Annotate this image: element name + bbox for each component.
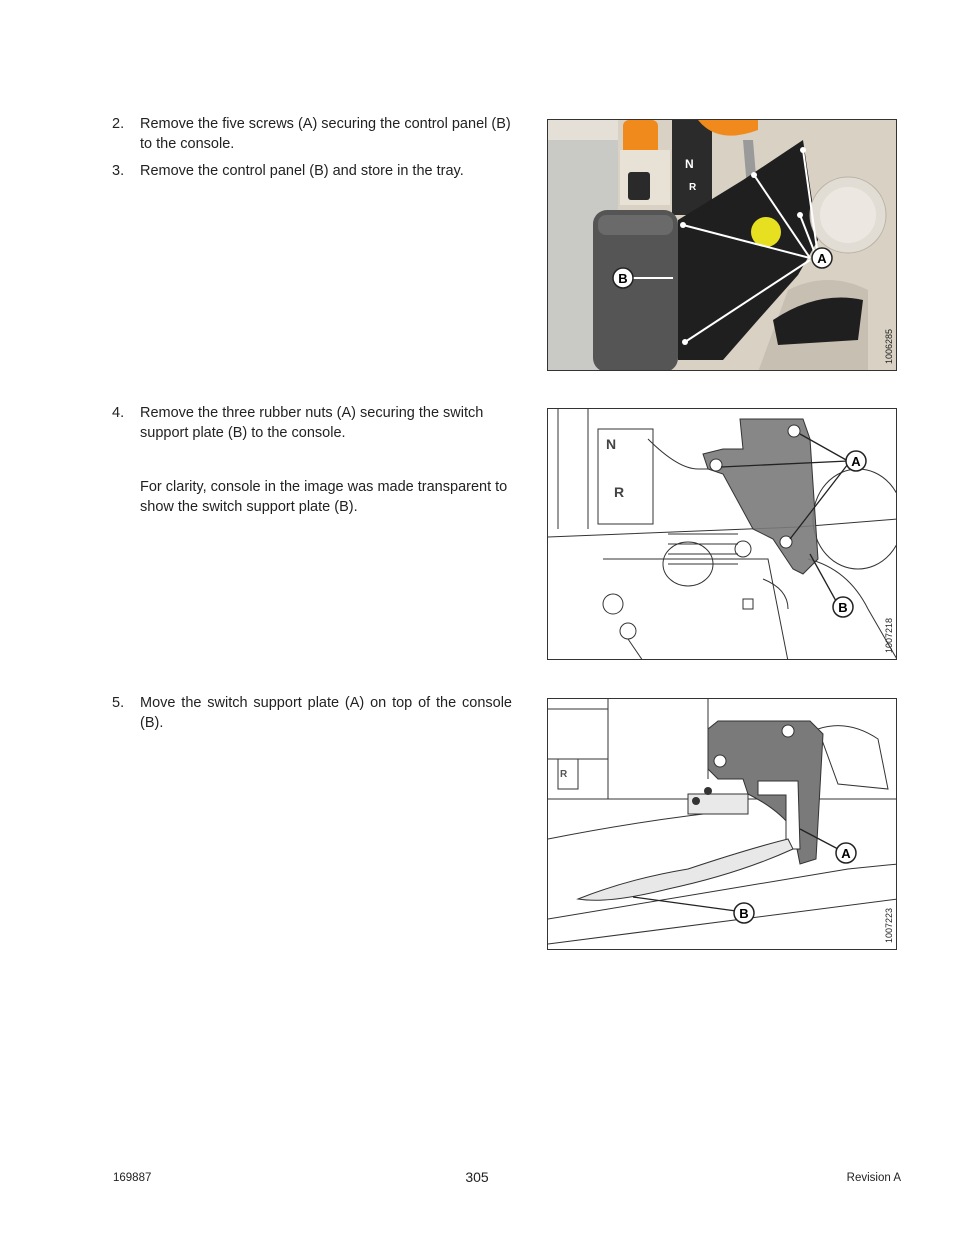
callout-label: A xyxy=(841,846,851,861)
callout-label: A xyxy=(851,454,861,469)
step-number: 3. xyxy=(112,163,125,179)
step-5 xyxy=(112,694,512,733)
callout-label: A xyxy=(817,251,827,266)
figure-plate-on-console xyxy=(547,698,897,950)
switch-plate-illustration xyxy=(548,409,897,660)
footer-page-number: 305 xyxy=(465,1169,489,1185)
footer-doc-number: 169887 xyxy=(113,1172,152,1184)
step-4 xyxy=(112,404,512,443)
svg-text:N: N xyxy=(685,157,694,171)
note-text: For clarity, console in the image was made transparent to show the switch support plate (B). xyxy=(140,479,508,515)
callout-label: B xyxy=(838,600,848,615)
svg-text:N: N xyxy=(606,436,617,452)
svg-text:R: R xyxy=(614,484,625,500)
step-3 xyxy=(112,162,512,182)
figure-id: 1007218 xyxy=(884,617,894,653)
step-text: Remove the five screws (A) securing the control panel (B) to the console. xyxy=(140,116,511,152)
svg-text:R: R xyxy=(689,182,697,193)
plate-on-console-illustration xyxy=(548,699,897,950)
figure-control-panel xyxy=(547,119,897,371)
svg-text:R: R xyxy=(560,769,568,780)
step-number: 2. xyxy=(112,116,125,132)
step-text-content: Move the switch support plate (A) on top of the console (B). xyxy=(140,695,512,731)
step-text: Remove the control panel (B) and store in the tray. xyxy=(140,163,464,179)
step-text xyxy=(140,694,512,733)
figure-switch-support-plate xyxy=(547,408,897,660)
figure-id: 1007223 xyxy=(884,907,894,943)
callout-label: B xyxy=(618,271,628,286)
step-number: 4. xyxy=(112,405,125,421)
control-panel-illustration xyxy=(548,120,897,371)
step-text: Remove the three rubber nuts (A) securing the switch support plate (B) to the console. xyxy=(140,405,484,441)
figure-id: 1006285 xyxy=(884,328,894,364)
footer-revision: Revision A xyxy=(846,1172,901,1184)
step-2 xyxy=(112,115,512,154)
step-number: 5. xyxy=(112,695,125,711)
callout-label: B xyxy=(739,906,749,921)
